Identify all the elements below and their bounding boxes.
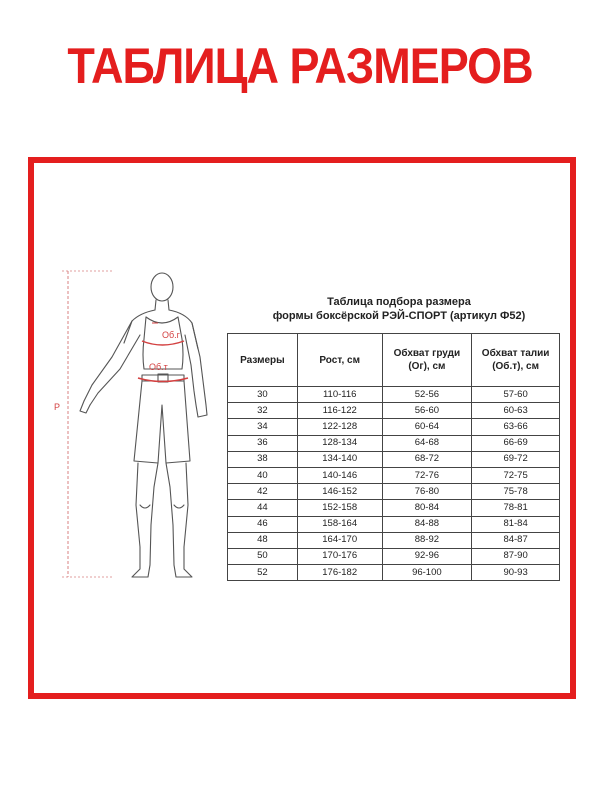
cell-size: 32 — [228, 403, 298, 419]
header-waist: Обхват талии (Об.т), см — [472, 334, 560, 387]
cell-waist: 72-75 — [472, 467, 560, 483]
table-title — [234, 295, 564, 323]
table-row — [228, 548, 560, 564]
cell-waist: 66-69 — [472, 435, 560, 451]
table-row — [228, 484, 560, 500]
cell-height: 176-182 — [297, 565, 382, 581]
chest-label: Об.г — [162, 330, 180, 340]
cell-chest: 72-76 — [382, 467, 472, 483]
cell-size: 48 — [228, 532, 298, 548]
cell-height: 110-116 — [297, 387, 382, 403]
header-size: Размеры — [228, 334, 298, 387]
cell-waist: 75-78 — [472, 484, 560, 500]
cell-size: 34 — [228, 419, 298, 435]
cell-size: 38 — [228, 451, 298, 467]
table-title-line2: формы боксёрской РЭЙ-СПОРТ (артикул Ф52) — [272, 310, 526, 322]
body-figure — [54, 265, 224, 585]
size-chart-frame — [28, 157, 576, 699]
cell-chest: 96-100 — [382, 565, 472, 581]
table-title-line1: Таблица подбора размера — [327, 296, 471, 308]
cell-chest: 80-84 — [382, 500, 472, 516]
height-label: Р — [54, 402, 61, 412]
waist-label: Об.т — [149, 362, 168, 372]
cell-height: 152-158 — [297, 500, 382, 516]
cell-chest: 64-68 — [382, 435, 472, 451]
table-row — [228, 403, 560, 419]
cell-size: 30 — [228, 387, 298, 403]
cell-waist: 69-72 — [472, 451, 560, 467]
body-illustration — [54, 265, 224, 585]
cell-size: 36 — [228, 435, 298, 451]
table-row — [228, 419, 560, 435]
cell-size: 42 — [228, 484, 298, 500]
cell-waist: 78-81 — [472, 500, 560, 516]
cell-height: 158-164 — [297, 516, 382, 532]
cell-size: 52 — [228, 565, 298, 581]
cell-height: 116-122 — [297, 403, 382, 419]
cell-waist: 63-66 — [472, 419, 560, 435]
table-row — [228, 467, 560, 483]
table-row — [228, 565, 560, 581]
cell-chest: 52-56 — [382, 387, 472, 403]
cell-chest: 56-60 — [382, 403, 472, 419]
cell-waist: 87-90 — [472, 548, 560, 564]
table-row — [228, 532, 560, 548]
cell-chest: 88-92 — [382, 532, 472, 548]
cell-chest: 60-64 — [382, 419, 472, 435]
cell-height: 122-128 — [297, 419, 382, 435]
cell-chest: 68-72 — [382, 451, 472, 467]
cell-size: 46 — [228, 516, 298, 532]
cell-waist: 60-63 — [472, 403, 560, 419]
size-table — [227, 333, 560, 581]
table-row — [228, 516, 560, 532]
table-row — [228, 435, 560, 451]
table-header-row — [228, 334, 560, 387]
cell-waist: 90-93 — [472, 565, 560, 581]
cell-height: 146-152 — [297, 484, 382, 500]
cell-height: 128-134 — [297, 435, 382, 451]
cell-size: 40 — [228, 467, 298, 483]
cell-chest: 84-88 — [382, 516, 472, 532]
cell-waist: 81-84 — [472, 516, 560, 532]
cell-size: 44 — [228, 500, 298, 516]
table-row — [228, 451, 560, 467]
cell-waist: 84-87 — [472, 532, 560, 548]
cell-height: 170-176 — [297, 548, 382, 564]
page-title: ТАБЛИЦА РАЗМЕРОВ — [67, 36, 533, 94]
header-height: Рост, см — [297, 334, 382, 387]
table-row — [228, 500, 560, 516]
table-row — [228, 387, 560, 403]
cell-height: 134-140 — [297, 451, 382, 467]
cell-size: 50 — [228, 548, 298, 564]
cell-waist: 57-60 — [472, 387, 560, 403]
cell-chest: 92-96 — [382, 548, 472, 564]
header-chest: Обхват груди (Ог), см — [382, 334, 472, 387]
cell-chest: 76-80 — [382, 484, 472, 500]
cell-height: 140-146 — [297, 467, 382, 483]
cell-height: 164-170 — [297, 532, 382, 548]
